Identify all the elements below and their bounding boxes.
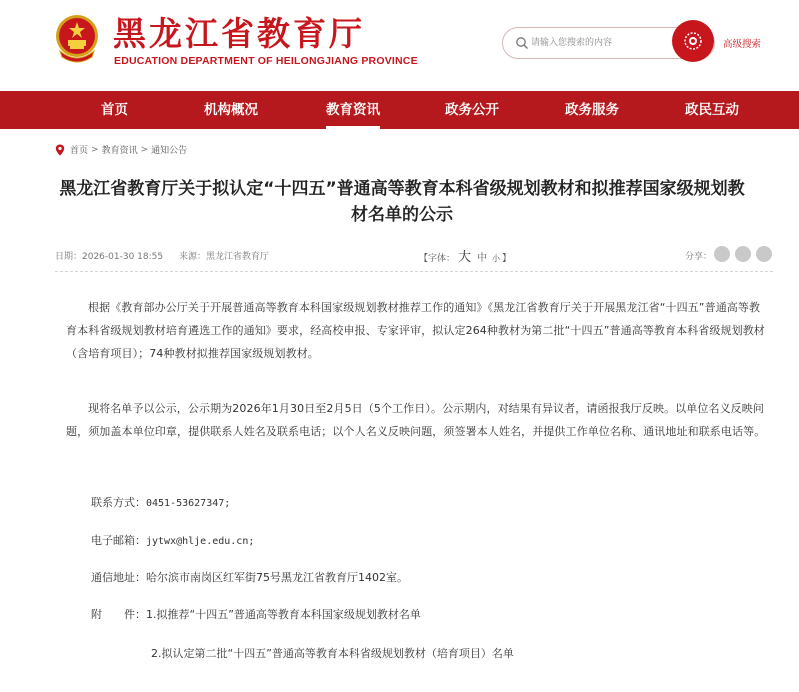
attachment-line — [91, 607, 421, 623]
nav-item-government-affairs[interactable]: 政务公开 — [445, 102, 499, 118]
search-icon — [515, 36, 529, 50]
nav-item-education-news[interactable]: 教育资讯 — [326, 91, 380, 129]
qq-share-icon[interactable] — [756, 246, 772, 262]
font-control-close: 】 — [502, 254, 512, 264]
main-nav — [0, 91, 799, 129]
address-line — [91, 570, 408, 586]
search-input[interactable] — [531, 34, 671, 52]
article-meta — [55, 249, 775, 263]
share-label: 分享： — [685, 252, 713, 262]
address-value: 哈尔滨市南岗区红军街75号黑龙江省教育厅1402室。 — [146, 571, 408, 584]
attachment-link-2[interactable]: 2.拟认定第二批“十四五”普通高等教育本科省级规划教材（培育项目）名单 — [151, 647, 514, 660]
breadcrumb-separator: > — [140, 144, 149, 155]
breadcrumb-home[interactable]: 首页 — [70, 146, 89, 156]
font-control-open: 【字体： — [419, 254, 456, 264]
attachment-link-1[interactable]: 1.拟推荐“十四五”普通高等教育本科国家级规划教材名单 — [146, 608, 421, 621]
breadcrumb-separator: > — [91, 144, 99, 155]
site-subtitle: EDUCATION DEPARTMENT OF HEILONGJIANG PROVINCE — [114, 55, 418, 67]
nav-item-public-interaction[interactable]: 政民互动 — [685, 102, 739, 118]
email-line — [91, 533, 254, 550]
attachment-label: 附 件： — [91, 608, 146, 621]
article-date: 日期：2026-01-30 18:55 — [55, 252, 164, 262]
contact-phone: 0451-53627347; — [146, 498, 231, 509]
font-size-medium-button[interactable]: 中 — [477, 253, 488, 264]
font-size-control — [419, 246, 511, 265]
meta-divider — [55, 271, 773, 272]
advanced-search-link[interactable]: 高级搜索 — [723, 39, 762, 50]
font-size-large-button[interactable]: 大 — [458, 250, 472, 265]
site-header — [0, 0, 799, 91]
nav-item-government-services[interactable]: 政务服务 — [565, 102, 619, 118]
breadcrumb — [55, 143, 187, 156]
wechat-share-icon[interactable] — [714, 246, 730, 262]
article-title: 黑龙江省教育厅关于拟认定“十四五”普通高等教育本科省级规划教材和拟推荐国家级规划教材名单的公示 — [59, 179, 745, 225]
article-paragraph-2: 现将名单予以公示，公示期为2026年1月30日至2月5日（5个工作日）。公示期内，对结果有异议者，请函报我厅反映。以单位名义反映问题，须加盖本单位印章，提供联系人姓名及联系电话；以个人名义反映问题，须签署本人姓名，并提供工作单位名称、通讯地址和联系电话等。 — [66, 402, 766, 438]
search-button[interactable] — [672, 20, 714, 62]
email-value[interactable]: jytwx@hlje.edu.cn; — [146, 536, 255, 547]
weibo-share-icon[interactable] — [735, 246, 751, 262]
article-source: 来源：黑龙江省教育厅 — [179, 252, 270, 262]
breadcrumb-education-news[interactable]: 教育资讯 — [101, 146, 138, 156]
email-label: 电子邮箱： — [91, 534, 146, 547]
font-size-small-button[interactable]: 小 — [492, 254, 501, 263]
address-label: 通信地址： — [91, 571, 146, 584]
attachment-line-2 — [151, 646, 514, 662]
search-emblem-icon — [680, 28, 706, 54]
nav-item-home[interactable]: 首页 — [101, 102, 128, 118]
breadcrumb-notices[interactable]: 通知公告 — [151, 146, 188, 156]
contact-label: 联系方式： — [91, 496, 146, 509]
location-pin-icon — [55, 144, 65, 156]
nav-item-organization[interactable]: 机构概况 — [204, 102, 258, 118]
site-title[interactable]: 黑龙江省教育厅 — [113, 14, 365, 53]
article-paragraph-1: 根据《教育部办公厅关于开展普通高等教育本科国家级规划教材推荐工作的通知》《黑龙江省教育厅关于开展黑龙江省“十四五”普通高等教育本科省级规划教材培育遴选工作的通知》要求，经高校申报、专家评审，拟认定264种教材为第二批“十四五”普通高等教育本科省级规划教材（含培育项目）；74种教材拟推荐国家级规划教材。 — [66, 301, 765, 360]
national-emblem-logo[interactable] — [54, 13, 100, 63]
contact-line — [91, 495, 230, 512]
